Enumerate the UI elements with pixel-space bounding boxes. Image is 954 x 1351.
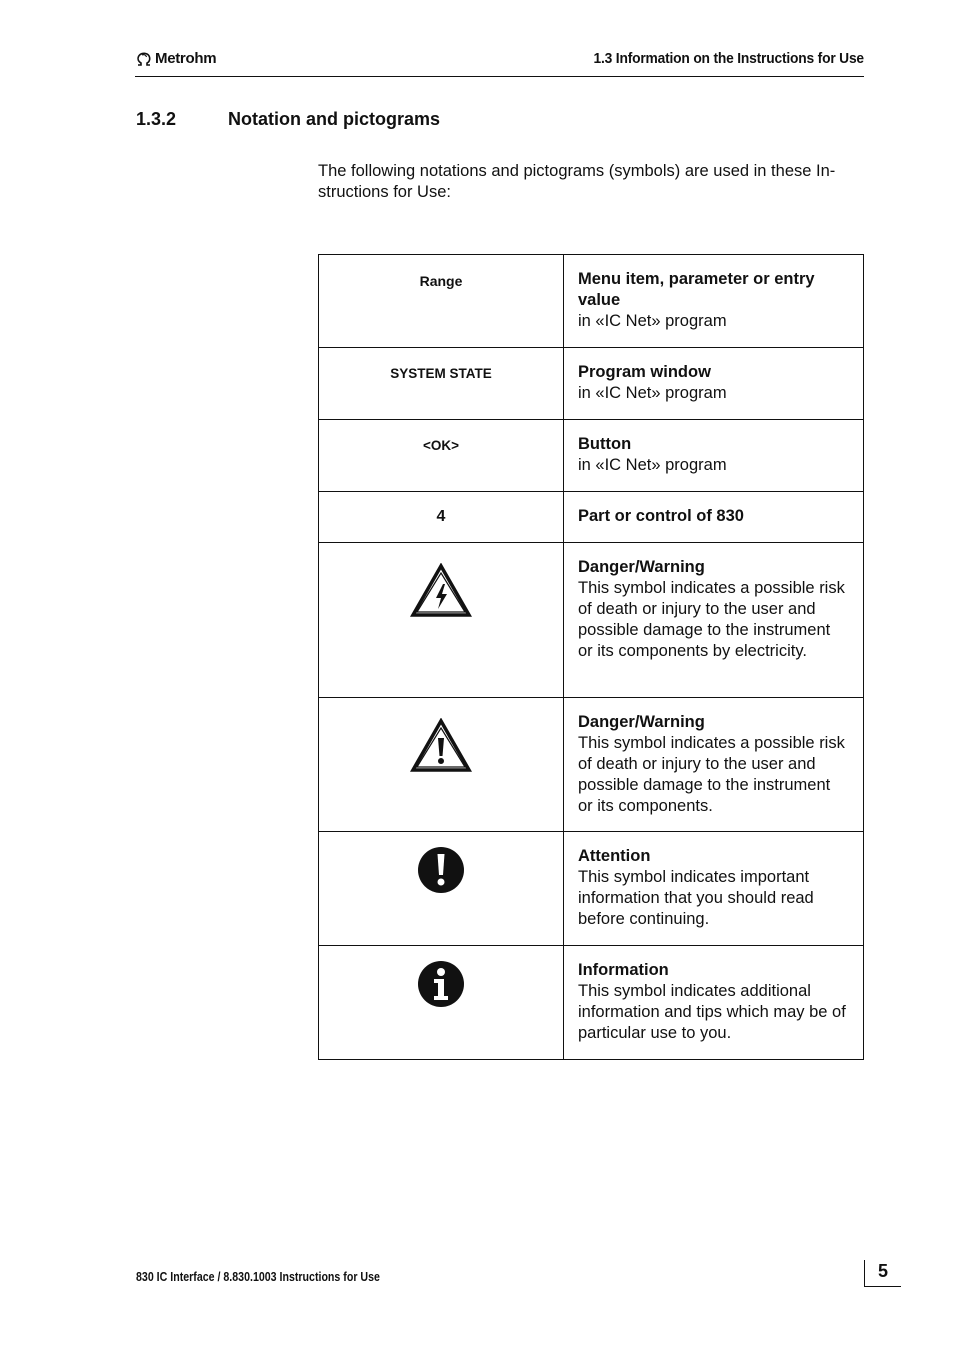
description-title: Menu item, parameter or entry value (578, 270, 815, 309)
description-cell (564, 543, 864, 698)
section-number: 1.3.2 (136, 109, 177, 129)
symbol-text: <OK> (422, 438, 460, 453)
symbol-cell (319, 946, 564, 1060)
symbol-cell (319, 832, 564, 946)
description-cell (564, 832, 864, 946)
description-body: This symbol indicates important information that you should read before continuing. (578, 868, 814, 928)
page-header (135, 48, 864, 77)
description-title: Attention (578, 847, 651, 865)
section-heading (136, 109, 440, 130)
table-row (319, 698, 864, 832)
symbol-cell (319, 492, 564, 543)
table-row (319, 832, 864, 946)
symbol-cell (319, 348, 564, 420)
intro-paragraph: The following notations and pictograms (symbols) are used in these In-structions for Use: (318, 162, 836, 201)
description-title: Button (578, 435, 632, 453)
description-cell (564, 420, 864, 492)
electric-warning-icon (410, 563, 472, 619)
table-row (319, 420, 864, 492)
description-cell (564, 698, 864, 832)
description-body: in «IC Net» program (578, 384, 727, 402)
description-title: Information (578, 961, 669, 979)
table-row (319, 543, 864, 698)
information-icon (417, 960, 465, 1008)
description-body: in «IC Net» program (578, 456, 727, 474)
header-section-title: 1.3 Information on the Instructions for Use (593, 50, 864, 67)
description-title: Program window (578, 363, 711, 381)
description-cell (564, 348, 864, 420)
notation-table (318, 254, 864, 1060)
page-number-box (864, 1260, 901, 1287)
description-title: Part or control of 830 (578, 507, 744, 525)
description-cell (564, 492, 864, 543)
logo-text: Metrohm (155, 50, 217, 67)
description-body: in «IC Net» program (578, 312, 727, 330)
description-body: This symbol indicates a possible risk of death or injury to the user and possible damage to the instrument or its components by electricity. (578, 579, 845, 660)
description-body: This symbol indicates a possible risk of death or injury to the user and possible damage to the instrument or its components. (578, 734, 845, 815)
section-title: Notation and pictograms (228, 109, 441, 129)
metrohm-logo (135, 50, 216, 67)
symbol-text: 4 (436, 508, 446, 525)
description-title: Danger/Warning (578, 713, 705, 731)
description-title: Danger/Warning (578, 558, 705, 576)
table-row (319, 348, 864, 420)
table-row (319, 255, 864, 348)
symbol-text: SYSTEM STATE (390, 366, 492, 381)
attention-icon (417, 846, 465, 894)
description-cell (564, 255, 864, 348)
symbol-cell (319, 420, 564, 492)
symbol-cell (319, 255, 564, 348)
warning-icon (410, 718, 472, 774)
omega-logo-icon (135, 51, 153, 67)
description-body: This symbol indicates additional information and tips which may be of particular use to you. (578, 982, 846, 1042)
symbol-cell (319, 543, 564, 698)
page-number: 5 (877, 1261, 888, 1281)
table-row (319, 492, 864, 543)
symbol-cell (319, 698, 564, 832)
table-row (319, 946, 864, 1060)
footer-document-title: 830 IC Interface / 8.830.1003 Instructions for Use (136, 1270, 380, 1284)
description-cell (564, 946, 864, 1060)
symbol-text: Range (419, 273, 463, 289)
